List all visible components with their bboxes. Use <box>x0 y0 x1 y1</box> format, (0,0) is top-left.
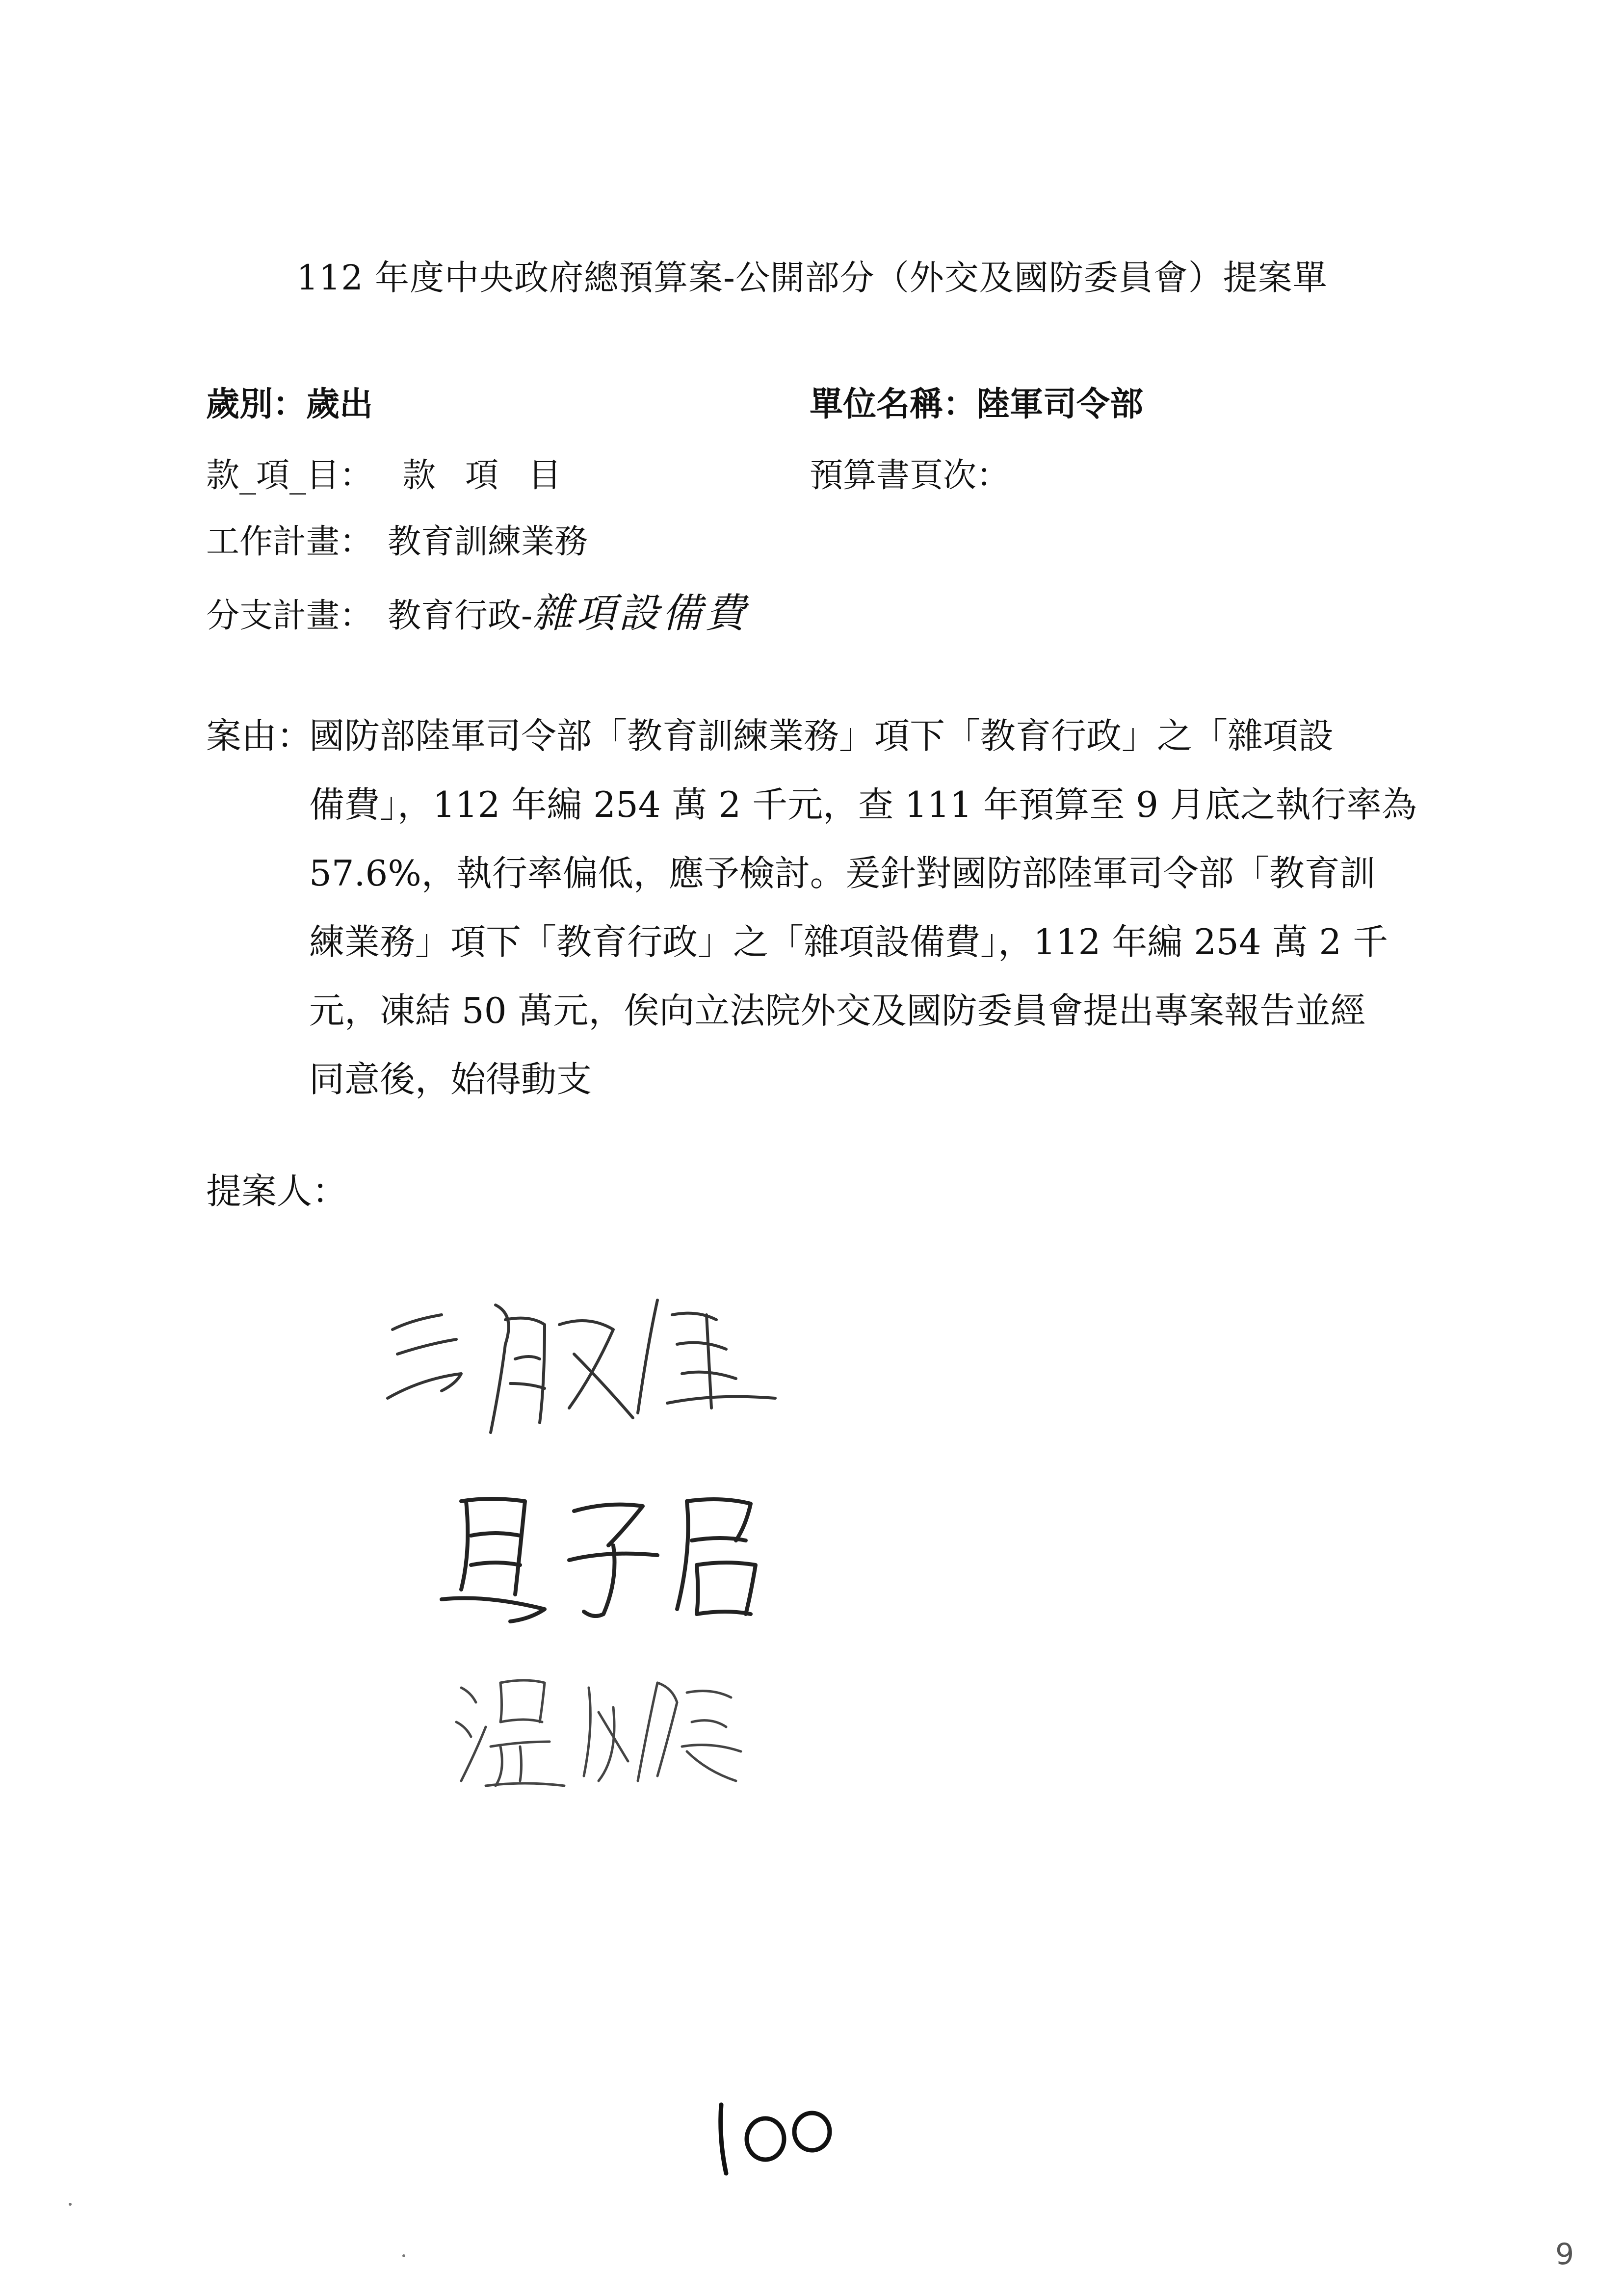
case-line: 國防部陸軍司令部「教育訓練業務」項下「教育行政」之「雜項設 <box>309 715 1334 757</box>
subplan-field <box>206 581 748 639</box>
unit-value: 陸軍司令部 <box>976 385 1144 424</box>
scan-speck <box>69 2203 72 2206</box>
item-value-xiang: 項 <box>465 456 499 495</box>
subplan-label: 分支計畫： <box>206 597 373 635</box>
unit-label: 單位名稱： <box>810 385 977 424</box>
case-label: 案由： <box>206 715 313 757</box>
item-value-kuan: 款 <box>402 456 436 495</box>
category-label: 歲別： <box>206 385 307 424</box>
proposer-label: 提案人： <box>206 1171 348 1212</box>
item-label: 款_項_目： <box>206 456 373 495</box>
item-value-mu: 目 <box>528 456 562 495</box>
scan-speck <box>402 2254 405 2257</box>
category-field <box>206 378 373 425</box>
page-label: 預算書頁次： <box>810 456 1010 495</box>
signature-2 <box>432 1482 775 1629</box>
case-line: 備費」，112 年編 254 萬 2 千元，查 111 年預算至 9 月底之執行率為 <box>309 784 1417 825</box>
case-line: 57.6%，執行率偏低，應予檢討。爰針對國防部陸軍司令部「教育訓 <box>309 853 1375 894</box>
handwritten-page-number <box>707 2085 844 2185</box>
plan-label: 工作計畫： <box>206 522 373 561</box>
item-field <box>206 449 561 496</box>
subplan-value: 教育行政- <box>388 597 532 635</box>
plan-value: 教育訓練業務 <box>388 522 588 561</box>
document-title: 112 年度中央政府總預算案-公開部分（外交及國防委員會）提案單 <box>296 258 1328 298</box>
subplan-handwritten-note: 雜項設備費 <box>532 590 748 637</box>
case-body <box>309 702 1462 1114</box>
plan-field <box>206 515 588 563</box>
case-line: 練業務」項下「教育行政」之「雜項設備費」，112 年編 254 萬 2 千 <box>309 921 1388 963</box>
page-field <box>810 449 1010 496</box>
corner-page-number: 9 <box>1555 2237 1574 2271</box>
case-line: 元，凍結 50 萬元，俟向立法院外交及國防委員會提出專案報告並經 <box>309 990 1366 1031</box>
signature-3 <box>451 1668 756 1796</box>
case-section <box>206 702 1462 1114</box>
unit-field <box>810 378 1143 425</box>
case-line: 同意後，始得動支 <box>309 1059 592 1100</box>
signature-1 <box>383 1285 805 1462</box>
category-value: 歲出 <box>306 385 373 424</box>
